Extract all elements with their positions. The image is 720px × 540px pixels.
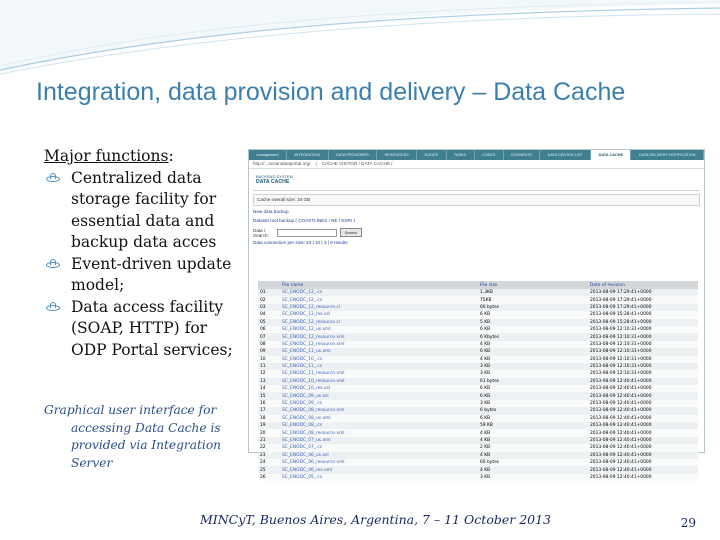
search-button[interactable]: Search: [340, 228, 362, 237]
table-cell: 21: [258, 437, 280, 444]
table-row: [258, 363, 698, 370]
file-link[interactable]: SC_ENODC_08_.cs: [280, 422, 478, 429]
table-row: [258, 319, 698, 326]
table-row: [258, 407, 698, 414]
table-row: [258, 385, 698, 392]
table-cell: 2013-08-09 12:10:31+0000: [588, 348, 698, 355]
menu-item[interactable]: NODES: [417, 150, 446, 160]
table-cell: 15: [258, 392, 280, 399]
book-icon: [46, 305, 60, 311]
table-cell: 20: [258, 429, 280, 436]
page-number: 29: [680, 516, 696, 530]
table-cell: 01: [258, 289, 280, 296]
table-row: [258, 296, 698, 303]
table-cell: 6 Kbytes: [478, 333, 588, 340]
file-link[interactable]: SC_ENODC_12_resource.cl: [280, 304, 478, 311]
file-link[interactable]: SC_ENODC_07_us.xml: [280, 437, 478, 444]
table-cell: 2013-08-09 12:40:41+0000: [588, 429, 698, 436]
table-cell: 60 bytes: [478, 459, 588, 466]
decorative-swoosh: [0, 0, 720, 80]
table-row: [258, 452, 698, 459]
file-link[interactable]: SC_ENODC_10_res.xsl: [280, 385, 478, 392]
functions-list: [44, 168, 240, 362]
table-cell: 07: [258, 333, 280, 340]
table-row: [258, 422, 698, 429]
menu-item[interactable]: DATA DELIVERY NOTIFICATION: [631, 150, 703, 160]
menu-item[interactable]: DATA CENTER LIST: [540, 150, 591, 160]
table-cell: 59 KB: [478, 422, 588, 429]
cache-file-table: [258, 281, 698, 481]
table-cell: 08: [258, 341, 280, 348]
table-cell: 2013-08-09 17:29:41+0000: [588, 296, 698, 303]
book-icon: [46, 262, 60, 268]
file-link[interactable]: SC_ENODC_08_resource.xml: [280, 407, 478, 414]
table-cell: 5 KB: [478, 319, 588, 326]
file-link[interactable]: SC_ENODC_07_.cs: [280, 444, 478, 451]
file-link[interactable]: SC_ENODC_06_res.xml: [280, 466, 478, 473]
table-row: [258, 326, 698, 333]
column-header[interactable]: File size: [478, 281, 588, 289]
screenshot-subtitle: BACKEND SYSTEM: [256, 174, 293, 179]
screenshot-address-bar: http://...oceandataportal.org/ | CACHE VISITOR / DATA CACHE /: [249, 160, 704, 169]
screenshot-heading: [253, 174, 700, 191]
table-cell: 2013-08-09 12:10:31+0000: [588, 363, 698, 370]
table-cell: 16: [258, 400, 280, 407]
table-cell: 24: [258, 459, 280, 466]
screenshot-menubar: [249, 150, 704, 160]
footer-text: MINCyT, Buenos Aires, Argentina, 7 – 11 October 2013: [200, 512, 552, 527]
table-row: [258, 444, 698, 451]
list-item: Centralized data storage facility for essential data and backup data acces: [44, 168, 240, 254]
menu-item[interactable]: DATA PROVIDERS: [329, 150, 378, 160]
table-row: [258, 378, 698, 385]
table-cell: 6 KB: [478, 415, 588, 422]
table-cell: 2013-08-09 12:40:41+0000: [588, 452, 698, 459]
table-cell: 13: [258, 378, 280, 385]
table-cell: 2013-08-09 17:29:41+0000: [588, 289, 698, 296]
gui-note: [44, 402, 230, 472]
file-link[interactable]: SC_ENODC_12_us.xml: [280, 326, 478, 333]
new-backup-link[interactable]: New data backup: [253, 209, 289, 214]
menu-item[interactable]: CODES: [475, 150, 504, 160]
file-link[interactable]: SC_ENODC_12_resource.cl: [280, 319, 478, 326]
file-link[interactable]: SC_ENODC_11_.cs: [280, 363, 478, 370]
pagination-links[interactable]: Data connection per size: 24 | 10 | 3 | 9 results: [253, 240, 348, 245]
file-link[interactable]: SC_ENODC_10_.cs: [280, 356, 478, 363]
table-row: [258, 304, 698, 311]
table-cell: 2013-08-09 12:40:41+0000: [588, 400, 698, 407]
table-cell: 4 KB: [478, 341, 588, 348]
table-row: [258, 392, 698, 399]
table-row: [258, 474, 698, 481]
table-cell: 6 KB: [478, 311, 588, 318]
table-header-row: [258, 281, 698, 289]
table-cell: 17: [258, 407, 280, 414]
table-cell: 3 KB: [478, 474, 588, 481]
search-label: Data / Search:: [253, 227, 269, 238]
file-link[interactable]: SC_ENODC_12_.cs: [280, 289, 478, 296]
table-cell: 23: [258, 452, 280, 459]
table-cell: 09: [258, 348, 280, 355]
file-link[interactable]: SC_ENODC_09_us.xsl: [280, 392, 478, 399]
table-cell: 03: [258, 304, 280, 311]
column-header[interactable]: File name: [280, 281, 478, 289]
column-header: [258, 281, 280, 289]
table-cell: 2013-08-09 12:40:41+0000: [588, 474, 698, 481]
list-item: Data access facility (SOAP, HTTP) for ODP Portal services;: [44, 297, 240, 362]
list-item: Event-driven update model;: [44, 254, 240, 297]
table-cell: 6 KB: [478, 385, 588, 392]
table-cell: 10: [258, 356, 280, 363]
table-row: [258, 459, 698, 466]
table-row: [258, 437, 698, 444]
table-cell: 6 KB: [478, 392, 588, 399]
table-cell: 2013-08-09 15:28:41+0000: [588, 319, 698, 326]
table-cell: 02: [258, 296, 280, 303]
table-cell: 2013-08-09 12:40:41+0000: [588, 437, 698, 444]
table-row: [258, 400, 698, 407]
file-link[interactable]: SC_ENODC_12_resource.xml: [280, 341, 478, 348]
menu-item[interactable]: ELEMENTS: [504, 150, 540, 160]
table-row: [258, 429, 698, 436]
table-cell: 2013-08-09 12:40:41+0000: [588, 422, 698, 429]
table-cell: 2013-08-09 12:10:31+0000: [588, 370, 698, 377]
note-line: Server: [71, 455, 113, 470]
table-cell: 2013-08-09 15:28:41+0000: [588, 311, 698, 318]
table-cell: 14: [258, 385, 280, 392]
table-cell: 11: [258, 363, 280, 370]
search-input[interactable]: [277, 229, 337, 237]
table-cell: 1.3KB: [478, 289, 588, 296]
table-cell: 4 KB: [478, 429, 588, 436]
table-cell: 18: [258, 415, 280, 422]
file-link[interactable]: SC_ENODC_12_.cs: [280, 296, 478, 303]
table-row: [258, 356, 698, 363]
note-line: Graphical user interface for: [44, 403, 217, 417]
table-cell: 60 bytes: [478, 304, 588, 311]
file-link[interactable]: SC_ENODC_08_us.xml: [280, 415, 478, 422]
table-cell: 22: [258, 444, 280, 451]
major-functions-block: [44, 146, 240, 361]
table-body: [258, 289, 698, 481]
book-icon: [46, 176, 60, 182]
note-line: provided via Integration: [71, 438, 222, 452]
root-backup-link[interactable]: Dataset root backup ( COASTLINES / NE / ESRI ): [253, 218, 355, 223]
menu-item[interactable]: RESOURCES: [377, 150, 417, 160]
table-cell: 06: [258, 326, 280, 333]
table-row: [258, 333, 698, 340]
table-cell: 2013-08-09 12:40:41+0000: [588, 444, 698, 451]
table-cell: 12: [258, 370, 280, 377]
table-cell: 2013-08-09 12:10:31+0000: [588, 356, 698, 363]
major-functions-label: Major functions: [44, 147, 169, 165]
table-cell: 2013-08-09 12:40:41+0000: [588, 378, 698, 385]
table-cell: 3 KB: [478, 363, 588, 370]
table-row: [258, 415, 698, 422]
menu-item[interactable]: DATA CACHE: [591, 150, 631, 160]
table-cell: 2013-08-09 12:40:41+0000: [588, 385, 698, 392]
table-cell: 4 KB: [478, 356, 588, 363]
table-cell: 6 bytes: [478, 407, 588, 414]
table-cell: 4 KB: [478, 437, 588, 444]
table-cell: 05: [258, 319, 280, 326]
file-link[interactable]: SC_ENODC_09_.cs: [280, 400, 478, 407]
table-cell: 3 KB: [478, 400, 588, 407]
table-cell: 2013-08-09 12:40:41+0000: [588, 392, 698, 399]
table-cell: 2013-08-09 12:10:31+0000: [588, 333, 698, 340]
table-cell: 2013-08-09 12:40:41+0000: [588, 407, 698, 414]
table-cell: 2 KB: [478, 444, 588, 451]
file-link[interactable]: SC_ENODC_10_resource.xml: [280, 378, 478, 385]
file-link[interactable]: SC_ENODC_08_resource.xml: [280, 429, 478, 436]
table-cell: 4 KB: [478, 466, 588, 473]
table-row: [258, 370, 698, 377]
file-link[interactable]: SC_ENODC_06_resource.xml: [280, 459, 478, 466]
table-cell: 19: [258, 422, 280, 429]
table-row: [258, 466, 698, 473]
major-functions-heading: Major functions:: [44, 147, 174, 165]
table-cell: 04: [258, 311, 280, 318]
table-cell: 61 bytes: [478, 378, 588, 385]
note-line: accessing Data Cache is: [71, 420, 221, 435]
table-row: [258, 311, 698, 318]
table-row: [258, 341, 698, 348]
table-cell: 25: [258, 466, 280, 473]
table-cell: 2013-08-09 12:10:31+0000: [588, 326, 698, 333]
table-cell: 26: [258, 474, 280, 481]
file-link[interactable]: SC_ENODC_12_res.xsl: [280, 311, 478, 318]
file-link[interactable]: SC_ENODC_11_us.xml: [280, 348, 478, 355]
table-row: [258, 289, 698, 296]
slide-title: Integration, data provision and delivery – Data Cache: [36, 78, 626, 106]
table-cell: 6 KB: [478, 326, 588, 333]
file-link[interactable]: SC_ENODC_05_.cs: [280, 474, 478, 481]
table-cell: 3 KB: [478, 370, 588, 377]
table-cell: 75KB: [478, 296, 588, 303]
screenshot-search: [253, 228, 700, 237]
table-cell: 2013-08-09 17:29:41+0000: [588, 304, 698, 311]
menu-item[interactable]: INTEGRATION: [287, 150, 329, 160]
menu-item[interactable]: TASKS: [447, 150, 475, 160]
table-cell: 4 KB: [478, 452, 588, 459]
table-cell: 2013-08-09 12:10:31+0000: [588, 341, 698, 348]
menu-item[interactable]: management: [249, 150, 287, 160]
file-link[interactable]: SC_ENODC_06_us.xsl: [280, 452, 478, 459]
column-header[interactable]: Date of revision: [588, 281, 698, 289]
file-link[interactable]: SC_ENODC_11_resource.xml: [280, 370, 478, 377]
table-cell: 2013-08-09 12:40:41+0000: [588, 459, 698, 466]
table-cell: 6 KB: [478, 348, 588, 355]
table-row: [258, 348, 698, 355]
file-link[interactable]: SC_ENODC_12_resource.xml: [280, 333, 478, 340]
table-cell: 2013-08-09 12:40:41+0000: [588, 415, 698, 422]
table-cell: 2013-08-09 12:40:41+0000: [588, 466, 698, 473]
cache-size-info: Cache overall size: 34 GB: [253, 194, 700, 206]
screenshot-title: DATA CACHE: [256, 179, 290, 185]
